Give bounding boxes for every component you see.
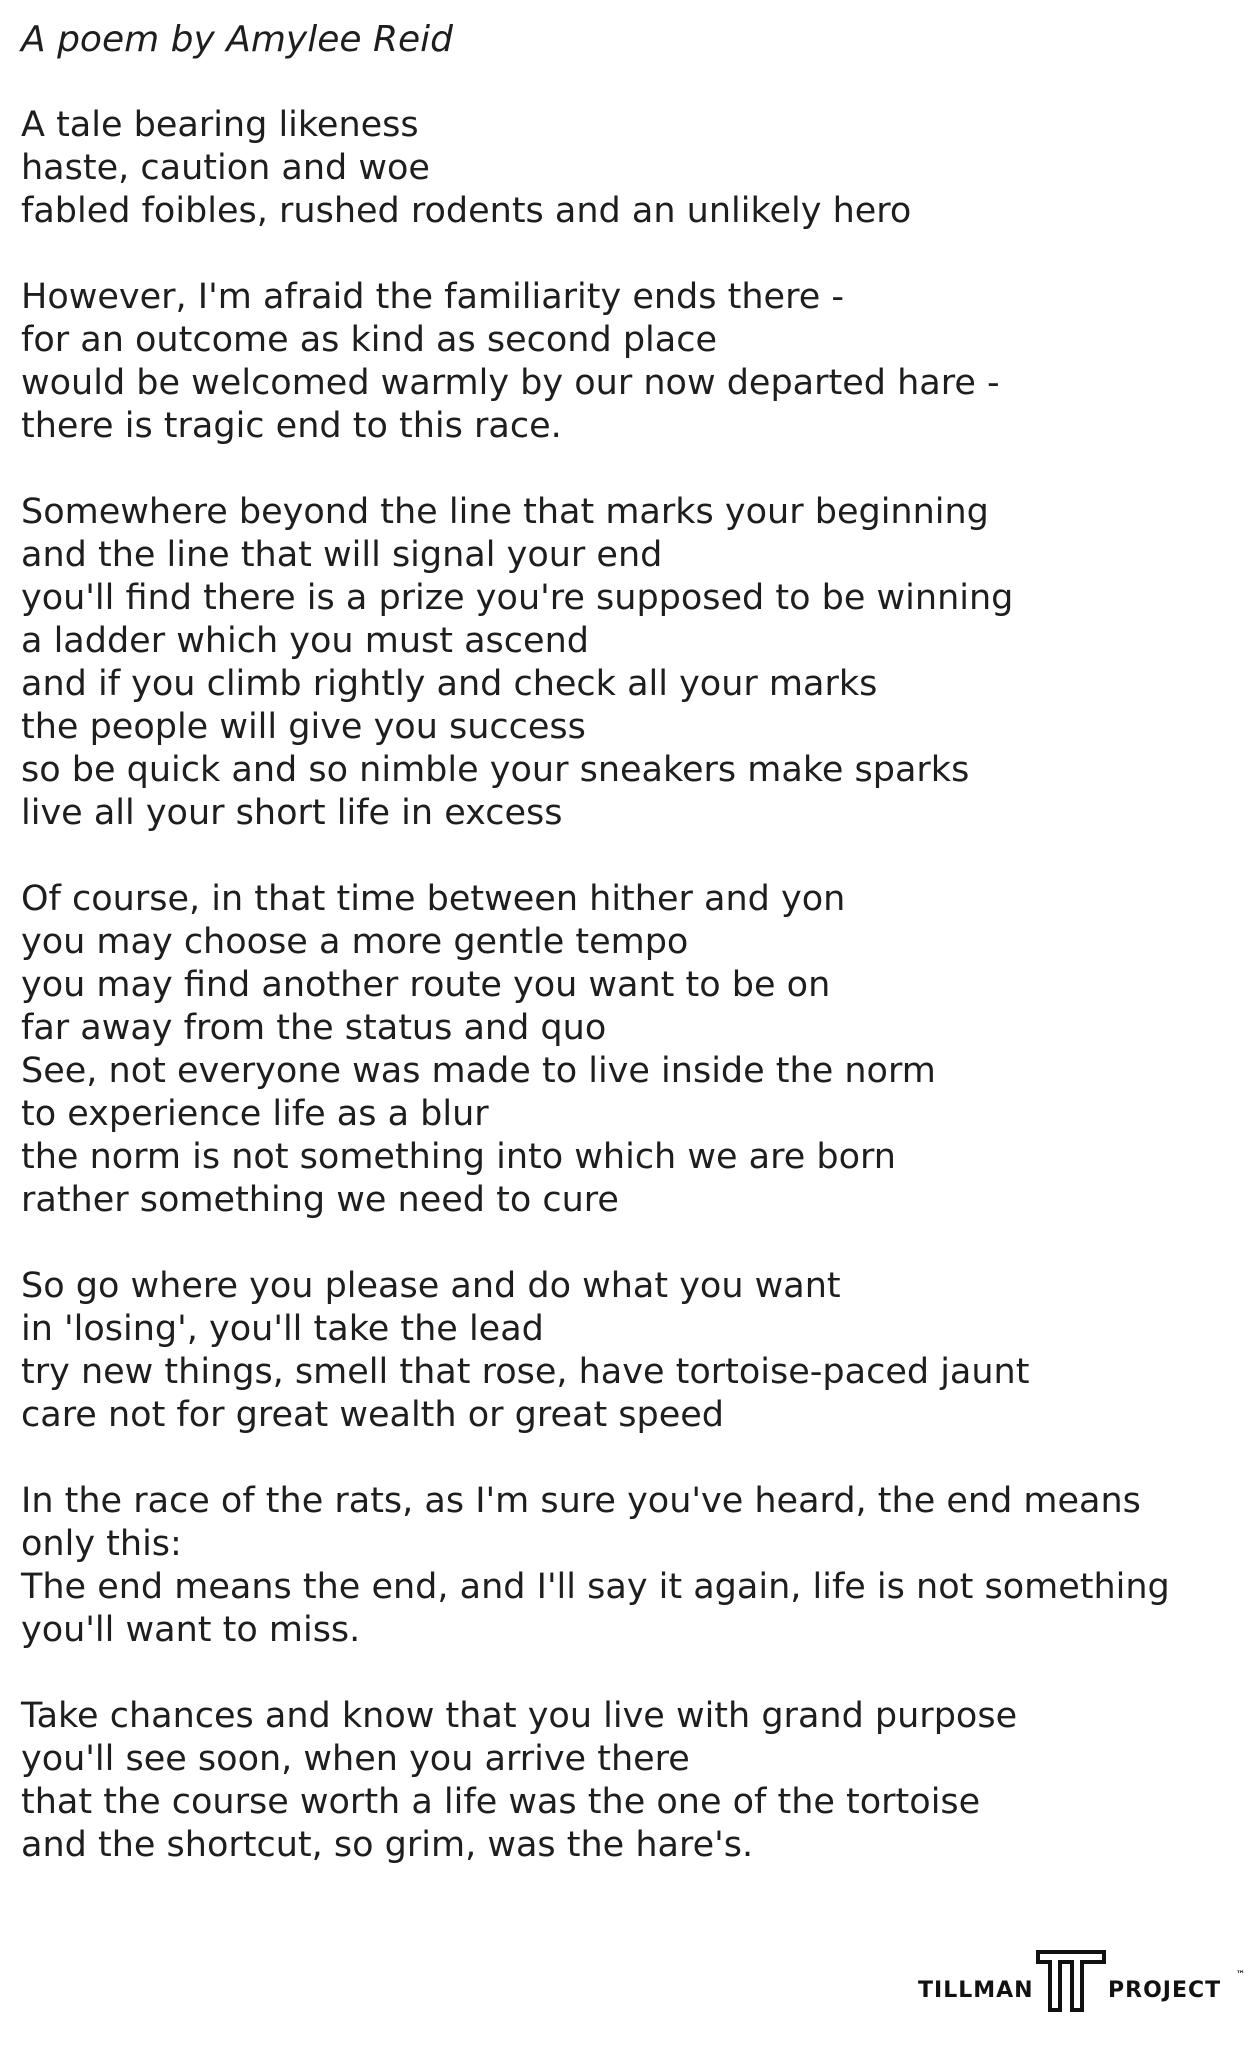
poem-line: So go where you please and do what you want — [21, 1266, 841, 1306]
poem-line: a ladder which you must ascend — [21, 621, 589, 661]
poem-line: care not for great wealth or great speed — [21, 1395, 725, 1435]
poem-line: Of course, in that time between hither and yon — [21, 879, 846, 919]
logo-word-tillman: TILLMAN — [918, 1978, 1034, 2003]
poem-line: Take chances and know that you live with grand purpose — [21, 1696, 1018, 1736]
poem-line: so be quick and so nimble your sneakers make sparks — [21, 750, 970, 790]
poem-line: only this: — [21, 1524, 182, 1564]
poem-line: you may find another route you want to be on — [21, 965, 831, 1005]
poem-stanzas — [21, 104, 1231, 1867]
poem-line: fabled foibles, rushed rodents and an unlikely hero — [21, 191, 912, 231]
poem-line: you'll find there is a prize you're supposed to be winning — [21, 578, 1014, 618]
poem-line: would be welcomed warmly by our now departed hare - — [21, 363, 1000, 403]
poem-line: rather something we need to cure — [21, 1180, 619, 1220]
poem-stanza — [21, 1265, 1231, 1437]
poem-line: the norm is not something into which we are born — [21, 1137, 896, 1177]
poem — [21, 18, 1231, 1910]
tillman-project-logo — [918, 1948, 1245, 2012]
poem-stanza — [21, 104, 1231, 233]
poem-line: and if you climb rightly and check all your marks — [21, 664, 878, 704]
trademark-symbol: ™ — [1236, 1970, 1245, 1980]
poem-stanza — [21, 1695, 1231, 1867]
logo-word-project: PROJECT — [1108, 1978, 1222, 2003]
poem-line: for an outcome as kind as second place — [21, 320, 717, 360]
poem-line: there is tragic end to this race. — [21, 406, 562, 446]
poem-stanza — [21, 878, 1231, 1222]
poem-line: haste, caution and woe — [21, 148, 430, 188]
poem-line: to experience life as a blur — [21, 1094, 489, 1134]
poem-line: live all your short life in excess — [21, 793, 563, 833]
poem-line: you may choose a more gentle tempo — [21, 922, 689, 962]
poem-stanza — [21, 1480, 1231, 1652]
poem-stanza — [21, 276, 1231, 448]
poem-line: that the course worth a life was the one of the tortoise — [21, 1782, 981, 1822]
poem-line: the people will give you success — [21, 707, 586, 747]
poem-line: Somewhere beyond the line that marks your beginning — [21, 492, 989, 532]
poem-byline: A poem by Amylee Reid — [21, 19, 453, 60]
poem-line: you'll see soon, when you arrive there — [21, 1739, 690, 1779]
poem-line: In the race of the rats, as I'm sure you've heard, the end means — [21, 1481, 1141, 1521]
poem-line: you'll want to miss. — [21, 1610, 361, 1650]
poem-line: in 'losing', you'll take the lead — [21, 1309, 544, 1349]
poem-line: However, I'm afraid the familiarity ends there - — [21, 277, 844, 317]
poem-line: try new things, smell that rose, have tortoise-paced jaunt — [21, 1352, 1030, 1392]
poem-stanza — [21, 491, 1231, 835]
tillman-project-t-mark-icon — [1036, 1948, 1106, 2012]
poem-line: A tale bearing likeness — [21, 105, 419, 145]
poem-line: far away from the status and quo — [21, 1008, 607, 1048]
poem-line: See, not everyone was made to live inside the norm — [21, 1051, 936, 1091]
poem-line: and the line that will signal your end — [21, 535, 663, 575]
poem-line: The end means the end, and I'll say it again, life is not something — [21, 1567, 1170, 1607]
poem-line: and the shortcut, so grim, was the hare's. — [21, 1825, 754, 1865]
